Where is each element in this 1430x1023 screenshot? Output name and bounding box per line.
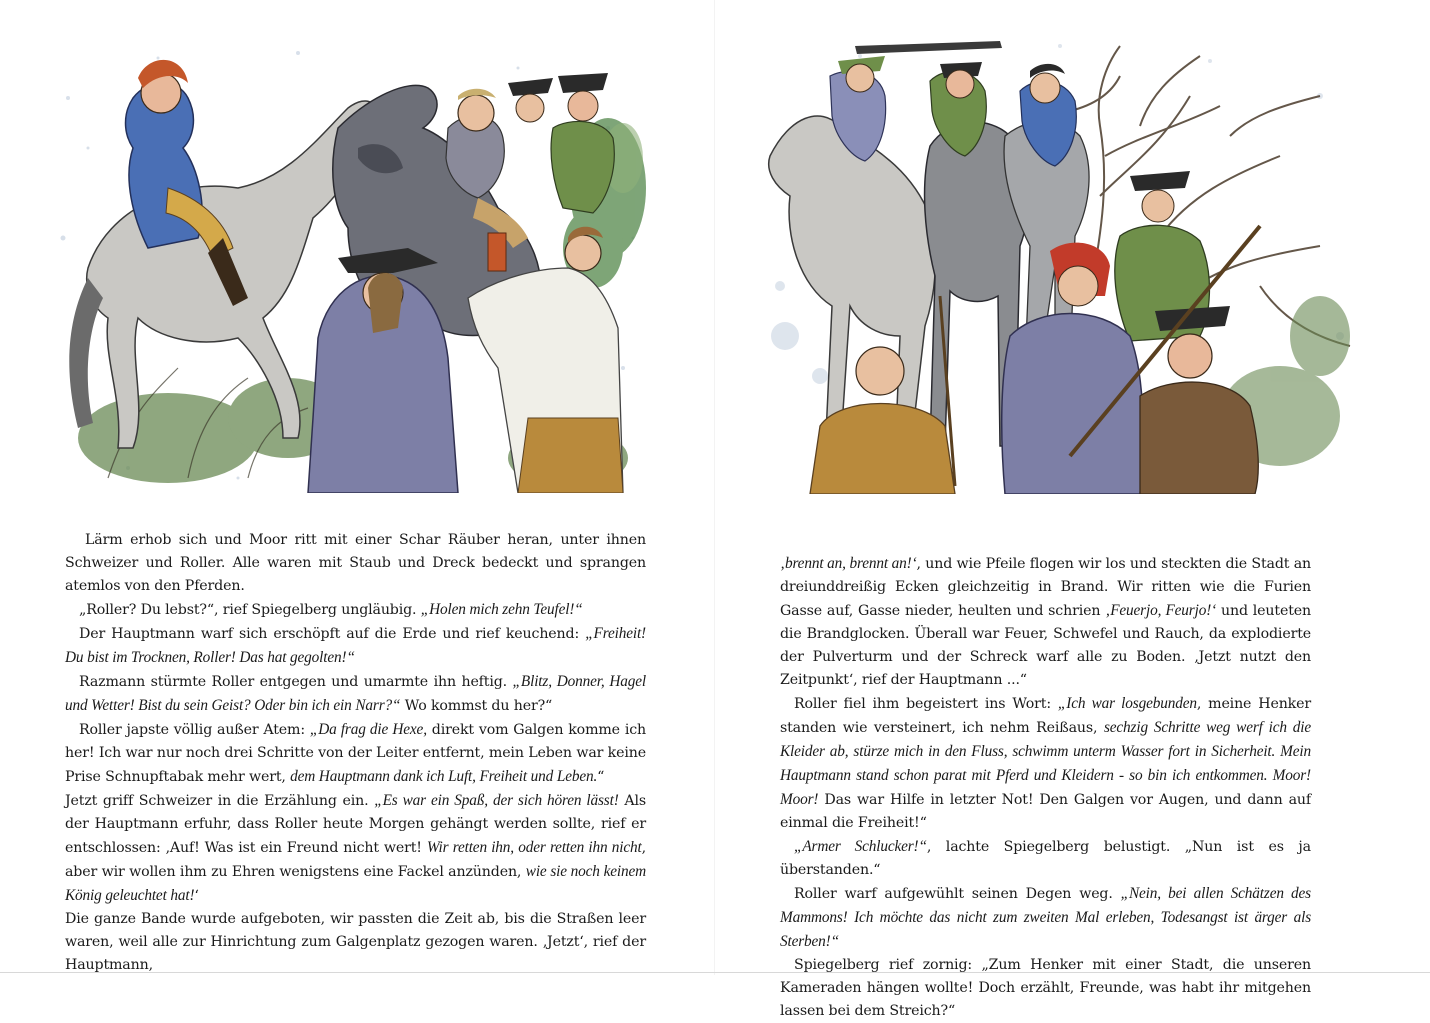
italic-quote: wie sie noch keinem König geleuchtet hat! (65, 863, 646, 904)
paragraph (780, 954, 1311, 1023)
text-segment: Lärm erhob sich und Moor ritt mit einer Schar Räuber heran, unter ihnen Schweizer und Roller. Alle waren mit Staub und Dreck bedeckt und sprangen atemlos von den Pferden. (65, 532, 646, 594)
italic-quote: „Holen mich zehn Teufel!“ (420, 601, 583, 618)
italic-quote: „Nein, bei allen Schätzen des Mammons! Ich möchte das nicht zum zweiten Mal erleben, Todesangst ist ärger als Sterben!“ (780, 885, 1311, 950)
page-gutter (714, 0, 715, 975)
text-segment: Roller japste völlig außer Atem: (79, 722, 310, 738)
paragraph (780, 882, 1311, 954)
text-segment: direkt vom Galgen komme ich her! Ich war nur noch drei Schritte von der Leiter entfernt, mein Leben war keine Prise Schnupftabak mehr wert, (65, 722, 646, 785)
italic-quote: Wir retten ihn, oder retten ihn nicht (426, 839, 642, 856)
text-segment: „Roller? Du lebst?“, rief Spiegelberg ungläubig. (79, 602, 421, 618)
text-segment: , lachte Spiegelberg belustigt. „Nun ist es ja überstanden.“ (780, 839, 1311, 878)
italic-quote: sechzig Schritte weg werf ich die Kleider ab, stürze mich in den Fluss, schwimm unterm Wasser fort in Sicherheit. Mein Hauptmann stand schon parat mit Pferd und Kleidern - so bin ich entkommen. Moor! Moor! (780, 719, 1311, 808)
text-segment: ‘ (194, 888, 199, 904)
text-segment: Der Hauptmann warf sich erschöpft auf die Erde und rief keuchend: (79, 626, 586, 642)
text-segment: Razmann stürmte Roller entgegen und umarmte ihn heftig. (79, 674, 513, 690)
paragraph (65, 529, 646, 598)
text-segment: , aber wir wollen ihm zu Ehren wenigstens eine Fackel anzünden, (65, 840, 647, 880)
text-segment: , und wie Pfeile flogen wir los und steckten die Stadt an dreiunddreißig Ecken gleichzeitig in Brand. Wir ritten wie die Furien Gasse auf, Gasse nieder, heulten und schrien (780, 556, 1311, 619)
paragraph (780, 552, 1311, 692)
paragraph (780, 835, 1311, 882)
italic-quote: „Armer Schlucker!“ (794, 838, 927, 855)
paragraph (65, 908, 646, 977)
right-illustration (760, 36, 1360, 494)
italic-quote: ‚brennt an, brennt an!‘ (780, 555, 917, 572)
text-segment: Spiegelberg rief zornig: „Zum Henker mit einer Stadt, die unseren Kameraden hängen wollte! Doch erzählt, Freunde, was habt ihr mitgehen lassen bei dem Streich?“ (780, 957, 1311, 1019)
italic-quote: ‚Feuerjo, Feurjo!‘ (1105, 602, 1217, 619)
paragraph (65, 598, 646, 622)
text-segment: “ (597, 769, 605, 785)
paragraph (65, 622, 646, 670)
italic-quote: dem Hauptmann dank ich Luft, Freiheit und Leben. (290, 768, 598, 785)
text-segment: Als der Hauptmann erfuhr, dass Roller heute Morgen gehängt werden sollte, rief er entschlossen: ‚Auf! Was ist ein Freund nicht wert! (65, 793, 646, 856)
paragraph (65, 670, 646, 718)
italic-quote: „Ich war losgebunden (1057, 695, 1197, 712)
italic-quote: „Da frag die Hexe, (309, 721, 427, 738)
paragraph (65, 718, 646, 789)
text-segment: Jetzt griff Schweizer in die Erzählung ein. (65, 793, 375, 809)
left-page-text (65, 529, 646, 977)
text-segment: und leuteten die Brandglocken. Überall war Feuer, Schwefel und Rauch, da explodierte der Pulverturm und der Schreck warf alle zu Boden. ‚Jetzt nutzt den Zeitpunkt‘, rief der Hauptmann ...“ (780, 603, 1311, 688)
text-segment: Wo kommst du her?“ (400, 698, 553, 714)
paragraph (65, 789, 646, 908)
text-segment: Das war Hilfe in letzter Not! Den Galgen vor Augen, und dann auf einmal die Freiheit!“ (780, 792, 1311, 831)
left-illustration (48, 38, 648, 493)
paragraph (780, 692, 1311, 835)
text-segment: Die ganze Bande wurde aufgeboten, wir passten die Zeit ab, bis die Straßen leer waren, weil alle zur Hinrichtung zum Galgenplatz gezogen waren. ‚Jetzt‘, rief der Hauptmann, (65, 911, 646, 973)
italic-quote: „Freiheit! Du bist im Trocknen, Roller! Das hat gegolten!“ (65, 625, 646, 666)
italic-quote: „Blitz, Donner, Hagel und Wetter! Bist du sein Geist? Oder bin ich ein Narr?“ (65, 673, 646, 714)
italic-quote: „Es war ein Spaß, der sich hören lässt! (374, 792, 619, 809)
text-segment: Roller warf aufgewühlt seinen Degen weg. (794, 886, 1121, 902)
right-page-text (780, 552, 1311, 1023)
text-segment: , meine Henker standen wie versteinert, ich nehm Reißaus, (780, 696, 1312, 736)
text-segment: Roller fiel ihm begeistert ins Wort: (794, 696, 1058, 712)
